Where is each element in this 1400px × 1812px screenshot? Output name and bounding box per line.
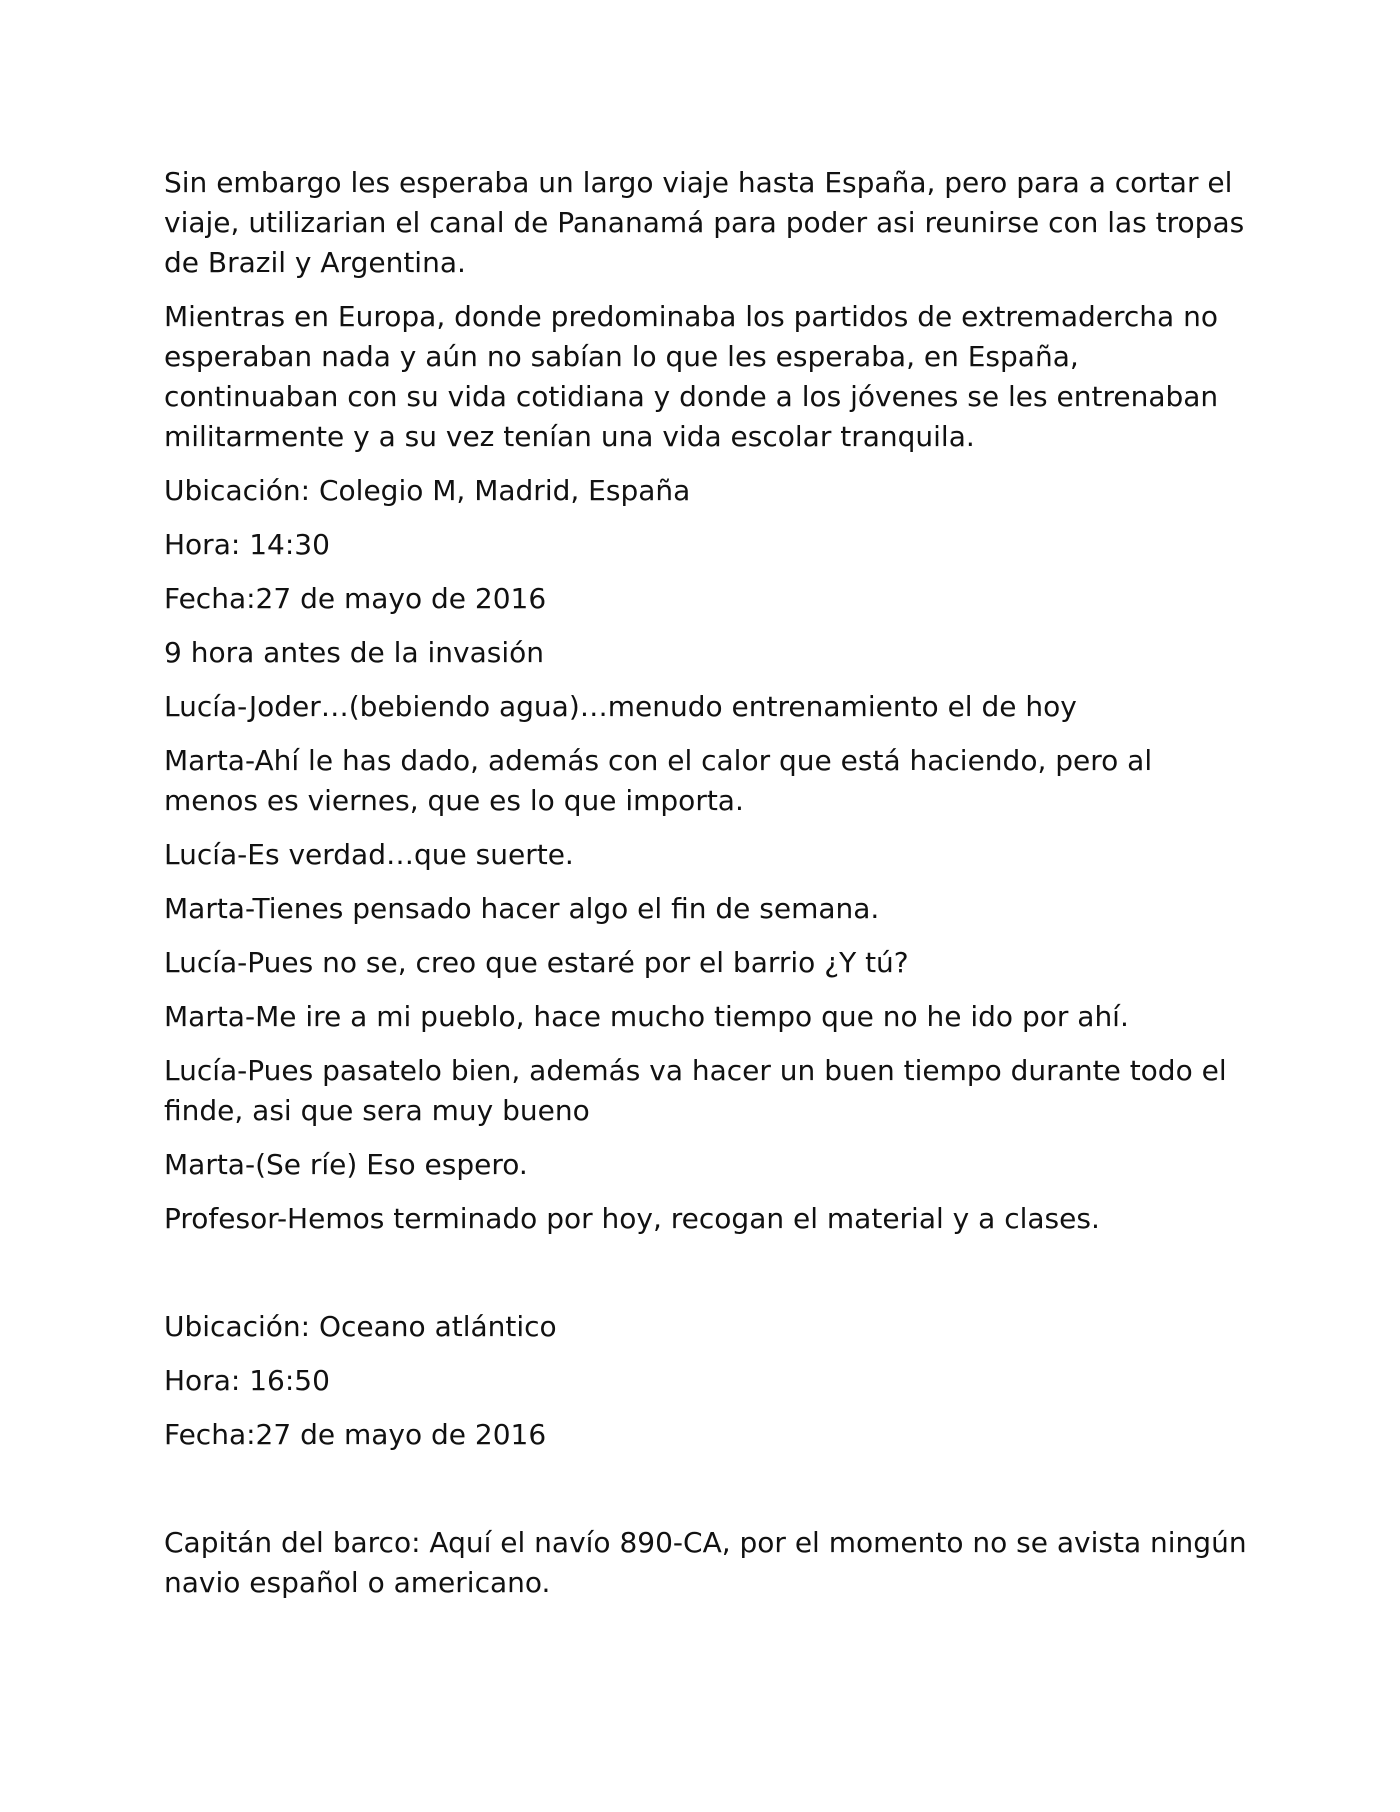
captain-line: Capitán del barco: Aquí el navío 890-CA, por el momento no se avista ningún navio español o americano. bbox=[164, 1526, 1247, 1599]
dialogue-line: Marta-Tienes pensado hacer algo el fin de semana. bbox=[164, 892, 880, 925]
paragraph-europe: Mientras en Europa, donde predominaba los partidos de extremadercha no esperaban nada y aún no sabían lo que les esperaba, en España, continuaban con su vida cotidiana y donde a los jóvenes se les entrenaban militarmente y a su vez tenían una vida escolar tranquila. bbox=[164, 300, 1219, 453]
countdown-line: 9 hora antes de la invasión bbox=[164, 636, 544, 669]
dialogue-line: Lucía-Pues no se, creo que estaré por el barrio ¿Y tú? bbox=[164, 946, 909, 979]
paragraph-journey: Sin embargo les esperaba un largo viaje hasta España, pero para a cortar el viaje, utilizarian el canal de Pananamá para poder asi reunirse con las tropas de Brazil y Argentina. bbox=[164, 166, 1245, 279]
time-line: Hora: 16:50 bbox=[164, 1364, 330, 1397]
dialogue-line: Profesor-Hemos terminado por hoy, recogan el material y a clases. bbox=[164, 1202, 1100, 1235]
dialogue-line: Marta-Me ire a mi pueblo, hace mucho tiempo que no he ido por ahí. bbox=[164, 1000, 1129, 1033]
dialogue-line: Lucía-Pues pasatelo bien, además va hacer un buen tiempo durante todo el finde, asi que sera muy bueno bbox=[164, 1054, 1227, 1127]
dialogue-line: Marta-(Se ríe) Eso espero. bbox=[164, 1148, 528, 1181]
dialogue-line: Lucía-Joder…(bebiendo agua)…menudo entrenamiento el de hoy bbox=[164, 690, 1077, 723]
date-line: Fecha:27 de mayo de 2016 bbox=[164, 582, 547, 615]
date-line: Fecha:27 de mayo de 2016 bbox=[164, 1418, 547, 1451]
location-line: Ubicación: Colegio M, Madrid, España bbox=[164, 474, 691, 507]
location-line: Ubicación: Oceano atlántico bbox=[164, 1310, 557, 1343]
time-line: Hora: 14:30 bbox=[164, 528, 330, 561]
dialogue-line: Lucía-Es verdad…que suerte. bbox=[164, 838, 574, 871]
document-body bbox=[164, 163, 1249, 1617]
dialogue-line: Marta-Ahí le has dado, además con el calor que está haciendo, pero al menos es viernes, que es lo que importa. bbox=[164, 744, 1153, 817]
